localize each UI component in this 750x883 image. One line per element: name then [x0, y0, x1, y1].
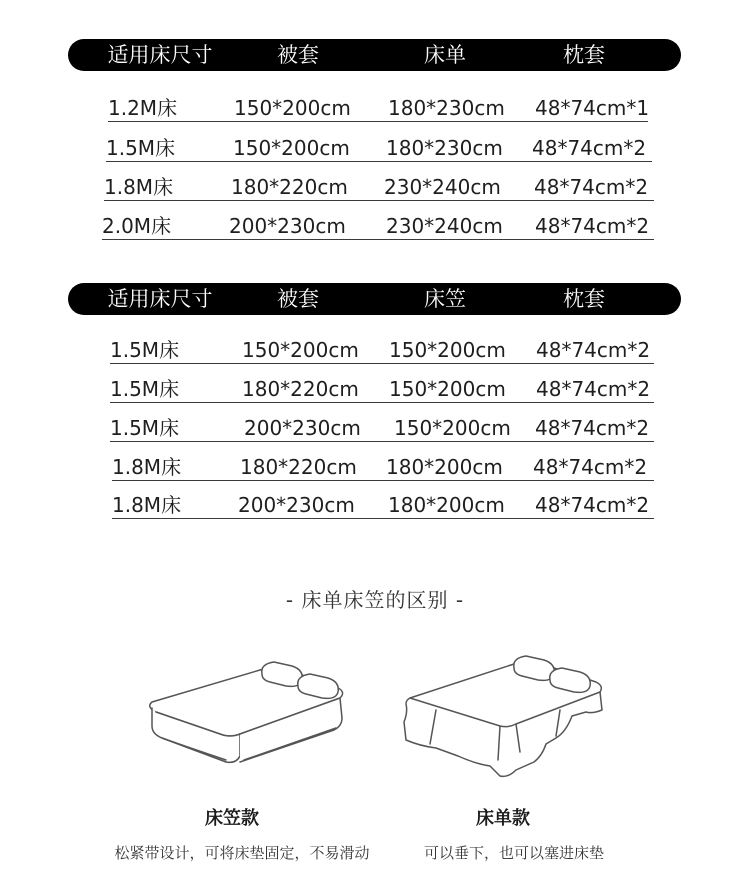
table1-cell-duvet: 150*200cm: [233, 136, 350, 160]
row-underline: [110, 402, 654, 403]
row-underline: [106, 161, 652, 162]
table2-cell-pillowcase: 48*74cm*2: [535, 493, 650, 517]
table2-cell-size: 1.8M床: [112, 493, 182, 517]
table1-header-bar: [68, 39, 681, 71]
table1-header-pillowcase: 枕套: [563, 43, 605, 67]
table2-row: [0, 492, 750, 522]
table2-cell-fitted-sheet: 180*200cm: [388, 493, 505, 517]
table1-cell-sheet: 230*240cm: [386, 214, 503, 238]
table1-cell-pillowcase: 48*74cm*1: [535, 96, 650, 120]
table1-cell-sheet: 230*240cm: [384, 175, 501, 199]
table1-row: [0, 213, 750, 243]
table1-cell-pillowcase: 48*74cm*2: [532, 136, 647, 160]
table2-cell-fitted-sheet: 180*200cm: [386, 455, 503, 479]
row-underline: [112, 518, 654, 519]
table2-header-fitted-sheet: 床笠: [424, 287, 466, 311]
table1-cell-size: 2.0M床: [102, 214, 172, 238]
table2-cell-pillowcase: 48*74cm*2: [535, 416, 650, 440]
row-underline: [104, 200, 654, 201]
table2-cell-size: 1.5M床: [110, 338, 180, 362]
table2-cell-size: 1.5M床: [110, 416, 180, 440]
table1-row: [0, 135, 750, 165]
table1-row: [0, 174, 750, 204]
fitted-sheet-caption: 床笠款: [205, 808, 259, 829]
fitted-sheet-description: 松紧带设计，可将床垫固定，不易滑动: [114, 844, 370, 862]
table2-cell-duvet: 200*230cm: [238, 493, 355, 517]
table1-cell-size: 1.2M床: [108, 96, 178, 120]
table1-cell-sheet: 180*230cm: [386, 136, 503, 160]
table2-cell-fitted-sheet: 150*200cm: [394, 416, 511, 440]
table1-cell-size: 1.5M床: [106, 136, 176, 160]
table2-header-duvet: 被套: [277, 287, 319, 311]
table1-cell-duvet: 180*220cm: [231, 175, 348, 199]
table2-cell-fitted-sheet: 150*200cm: [389, 338, 506, 362]
table1-cell-duvet: 200*230cm: [229, 214, 346, 238]
flat-sheet-bed-illustration: [396, 652, 616, 782]
table2-cell-duvet: 180*220cm: [242, 377, 359, 401]
table2-header-pillowcase: 枕套: [563, 287, 605, 311]
table1-row: [0, 95, 750, 125]
flat-sheet-description: 可以垂下，也可以塞进床垫: [423, 844, 605, 862]
table2-header-size: 适用床尺寸: [107, 287, 213, 311]
table1-cell-size: 1.8M床: [104, 175, 174, 199]
table2-row: [0, 337, 750, 367]
comparison-title: - 床单床笠的区别 -: [285, 588, 465, 612]
table2-row: [0, 415, 750, 445]
row-underline: [112, 480, 654, 481]
table1-header-sheet: 床单: [424, 43, 466, 67]
table2-cell-pillowcase: 48*74cm*2: [533, 455, 648, 479]
flat-sheet-caption: 床单款: [476, 808, 530, 829]
table2-cell-pillowcase: 48*74cm*2: [536, 377, 651, 401]
table2-row: [0, 454, 750, 484]
row-underline: [108, 121, 648, 122]
table1-header-duvet: 被套: [277, 43, 319, 67]
table2-row: [0, 376, 750, 406]
table2-cell-duvet: 200*230cm: [244, 416, 361, 440]
row-underline: [110, 441, 654, 442]
table1-cell-pillowcase: 48*74cm*2: [534, 175, 649, 199]
row-underline: [110, 363, 654, 364]
table2-cell-duvet: 150*200cm: [242, 338, 359, 362]
table2-cell-fitted-sheet: 150*200cm: [389, 377, 506, 401]
table2-cell-size: 1.5M床: [110, 377, 180, 401]
table1-header-size: 适用床尺寸: [107, 43, 213, 67]
table1-cell-duvet: 150*200cm: [234, 96, 351, 120]
row-underline: [102, 239, 654, 240]
fitted-sheet-bed-illustration: [140, 652, 360, 778]
table2-cell-duvet: 180*220cm: [240, 455, 357, 479]
table2-cell-pillowcase: 48*74cm*2: [536, 338, 651, 362]
table1-cell-sheet: 180*230cm: [388, 96, 505, 120]
table2-cell-size: 1.8M床: [112, 455, 182, 479]
table2-header-bar: [68, 283, 681, 315]
table1-cell-pillowcase: 48*74cm*2: [535, 214, 650, 238]
